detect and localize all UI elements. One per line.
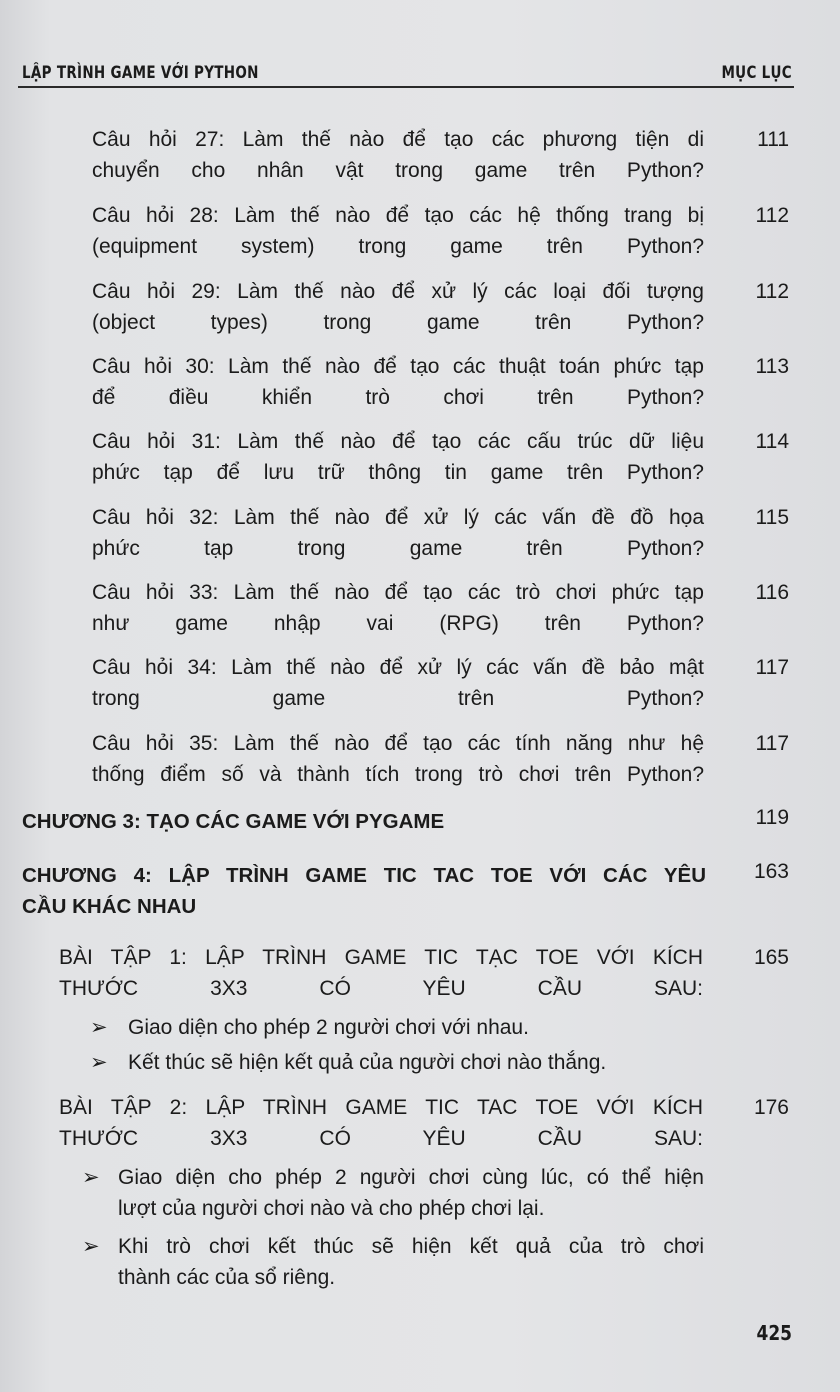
bullet-text: Giao diện cho phép 2 người chơi với nhau. [128,1016,529,1039]
page-number: 117 [755,732,789,755]
entry-line-1: Câu hỏi 29: Làm thế nào để xử lý các loại đối tượng [92,280,704,303]
page-number: 115 [755,506,789,529]
arrow-bullet-icon: ➢ [90,1016,108,1039]
toc-entry-q27[interactable] [92,124,704,186]
bullet-text-line-2: lượt của người chơi nào và cho phép chơi lại. [118,1197,545,1220]
page-number: 116 [755,581,789,604]
entry-line-2: (equipment system) trong game trên Python? [92,235,704,258]
section-title: MỤC LỤC [721,62,792,83]
entry-line-2: thống điểm số và thành tích trong trò chơi trên Python? [92,763,704,786]
toc-entry-q30[interactable] [92,351,704,413]
page-number: 117 [755,656,789,679]
toc-entry-q33[interactable] [92,577,704,639]
page-number: 113 [755,355,789,378]
arrow-bullet-icon: ➢ [82,1235,100,1258]
entry-line-2: chuyển cho nhân vật trong game trên Python? [92,159,704,182]
entry-line-2: như game nhập vai (RPG) trên Python? [92,612,704,635]
arrow-bullet-icon: ➢ [82,1166,100,1189]
toc-entry-q32[interactable] [92,502,704,564]
entry-line-1: Câu hỏi 30: Làm thế nào để tạo các thuật toán phức tạp [92,355,704,378]
toc-entry-q28[interactable] [92,200,704,262]
entry-line-2: phức tạp để lưu trữ thông tin game trên Python? [92,461,704,484]
entry-line-2: trong game trên Python? [92,687,704,710]
toc-chapter-3[interactable] [22,806,712,837]
requirement-bullet [82,1162,704,1224]
exercise-line-2: THƯỚC 3X3 CÓ YÊU CẦU SAU: [59,977,703,1000]
chapter-title-line-2: CẦU KHÁC NHAU [22,895,197,918]
exercise-line-1: BÀI TẬP 1: LẬP TRÌNH GAME TIC TẠC TOE VỚI KÍCH [59,946,703,969]
entry-line-1: Câu hỏi 35: Làm thế nào để tạo các tính năng như hệ [92,732,704,755]
entry-line-1: Câu hỏi 33: Làm thế nào để tạo các trò chơi phức tạp [92,581,704,604]
page-number: 114 [755,430,789,453]
bullet-text-line-2: thành các của sổ riêng. [118,1266,336,1289]
bullet-text-line-1: Giao diện cho phép 2 người chơi cùng lúc, có thể hiện [118,1166,704,1189]
entry-line-1: Câu hỏi 27: Làm thế nào để tạo các phương tiện di [92,128,704,151]
entry-line-1: Câu hỏi 31: Làm thế nào để tạo các cấu trúc dữ liệu [92,430,704,453]
running-header [22,62,792,83]
page-folio: 425 [756,1322,792,1346]
chapter-title: CHƯƠNG 3: TẠO CÁC GAME VỚI PYGAME [22,810,445,833]
bullet-text-line-1: Khi trò chơi kết thúc sẽ hiện kết quả của trò chơi [118,1235,704,1258]
toc-exercise-1[interactable] [59,942,703,1004]
page-number: 176 [753,1096,789,1119]
toc-exercise-2[interactable] [59,1092,703,1154]
toc-chapter-4[interactable] [22,860,706,922]
chapter-title-line-1: CHƯƠNG 4: LẬP TRÌNH GAME TIC TAC TOE VỚI CÁC YÊU [22,864,706,887]
header-rule [18,86,794,88]
entry-line-2: phức tạp trong game trên Python? [92,537,704,560]
requirement-bullet [82,1231,704,1293]
page-number: 119 [755,806,789,829]
page-number: 111 [757,128,789,151]
page-number: 112 [755,280,789,303]
entry-line-1: Câu hỏi 28: Làm thế nào để tạo các hệ thống trang bị [92,204,704,227]
bullet-text: Kết thúc sẽ hiện kết quả của người chơi nào thắng. [128,1051,607,1074]
exercise-line-2: THƯỚC 3X3 CÓ YÊU CẦU SAU: [59,1127,703,1150]
page-number: 165 [753,946,789,969]
toc-entry-q31[interactable] [92,426,704,488]
book-title: LẬP TRÌNH GAME VỚI PYTHON [22,62,259,83]
requirement-bullet [90,1047,710,1078]
entry-line-1: Câu hỏi 34: Làm thế nào để xử lý các vấn đề bảo mật [92,656,704,679]
requirement-bullet [90,1012,710,1043]
page-number: 163 [753,860,789,883]
toc-entry-q34[interactable] [92,652,704,714]
toc-entry-q35[interactable] [92,728,704,790]
entry-line-2: để điều khiển trò chơi trên Python? [92,386,704,409]
arrow-bullet-icon: ➢ [90,1051,108,1074]
toc-entry-q29[interactable] [92,276,704,338]
entry-line-1: Câu hỏi 32: Làm thế nào để xử lý các vấn đề đồ họa [92,506,704,529]
exercise-line-1: BÀI TẬP 2: LẬP TRÌNH GAME TIC TAC TOE VỚI KÍCH [59,1096,703,1119]
page-number: 112 [755,204,789,227]
entry-line-2: (object types) trong game trên Python? [92,311,704,334]
